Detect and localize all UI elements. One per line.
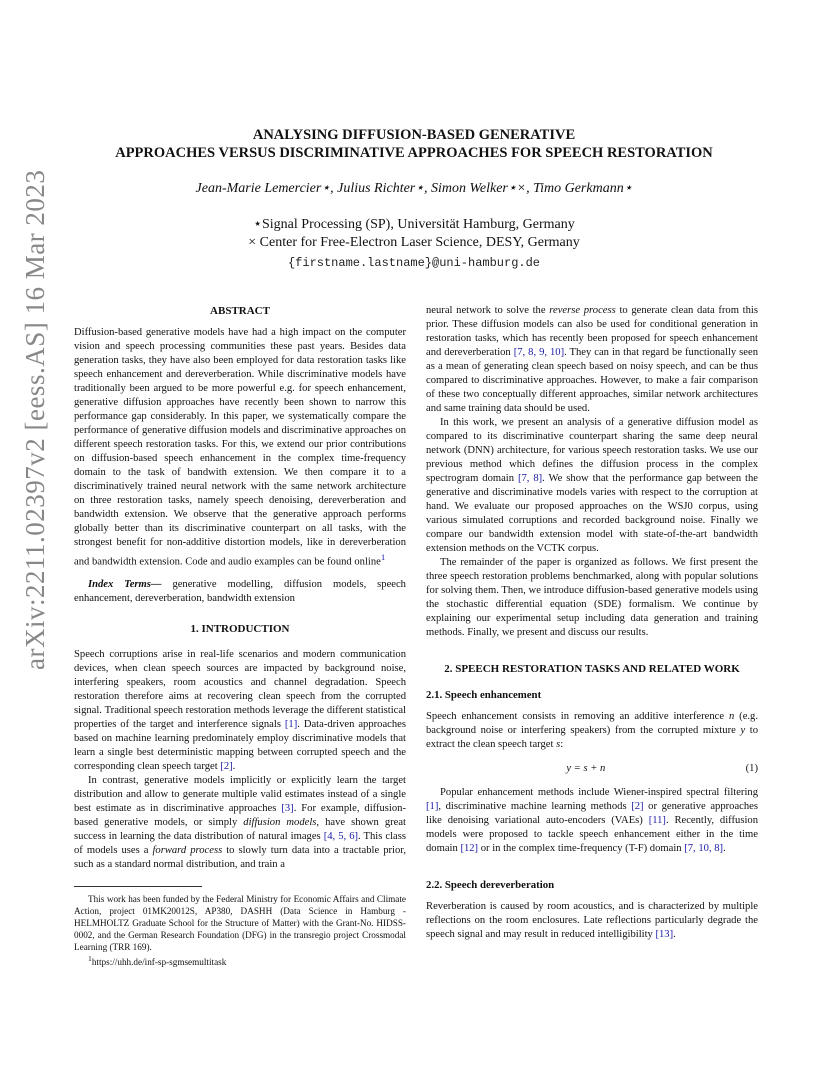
section-2-heading: 2. SPEECH RESTORATION TASKS AND RELATED WORK bbox=[444, 663, 740, 675]
author-list: Jean-Marie Lemercier⋆, Julius Richter⋆, Simon Welker⋆×, Timo Gerkmann⋆ bbox=[195, 181, 633, 196]
funding-footnote: This work has been funded by the Federal Ministry for Economic Affairs and Climate Action, project 01MK20012S, AP380, DASHH (Data Science in Hamburg - HELMHOLTZ Graduate School for the Structure of Matter) with the Grant-No. HIDSS-0002, and the German Research Foundation (DFG) in the transregio project Crossmodal Learning (TRR 169). bbox=[74, 893, 406, 952]
equation-1-body: y = s + n bbox=[566, 763, 606, 774]
dereverberation-paragraph: Reverberation is caused by room acoustics, and is characterized by multiple reflections on the room enclosures. Late reflections particularly degrade the speech signal and may result in reduced intelligibility [13]. bbox=[426, 901, 758, 940]
introduction-heading: 1. INTRODUCTION bbox=[190, 622, 290, 635]
equation-1 bbox=[426, 762, 758, 776]
affiliations bbox=[60, 216, 768, 252]
intro-paragraph-2: In contrast, generative models implicitly or explicitly learn the target distribution and allow to generate multiple valid estimates instead of a single best estimate as in discriminative approaches [3]. For example, diffusion-based generative models, or simply diffusion models, have shown great success in learning the data distribution of natural images [4, 5, 6]. This class of models uses a forward process to slowly turn data into a tractable prior, such as a standard normal distribution, and train a bbox=[74, 774, 407, 870]
affiliation-1: ⋆Signal Processing (SP), Universität Hamburg, Germany bbox=[253, 217, 575, 232]
right-column bbox=[426, 304, 758, 942]
footnote-link-1[interactable]: 1 bbox=[380, 552, 386, 562]
right-paragraph-1: neural network to solve the reverse process to generate clean data from this prior. These diffusion models can also be used for conditional generation in restoration tasks, which has recently been proposed for speech enhancement and dereverberation [7, 8, 9, 10]. They can in that regard be functionally seen as a mean of generating clean speech based on noisy speech, and can be thus compared to discriminative approaches. However, to make a fair comparison of these two conceptually different approaches, similar network architectures and same training data should be used. bbox=[426, 305, 758, 414]
citation-link[interactable]: [13] bbox=[655, 929, 674, 940]
abstract-heading: ABSTRACT bbox=[210, 305, 270, 317]
author-email: {firstname.lastname}@uni-hamburg.de bbox=[287, 256, 541, 270]
citation-link[interactable]: [1] bbox=[284, 718, 298, 730]
citation-link[interactable]: [7, 8, 9, 10] bbox=[513, 347, 565, 358]
citation-link[interactable]: [7, 8] bbox=[517, 473, 543, 484]
citation-link[interactable]: [11] bbox=[648, 815, 666, 826]
footnote-divider bbox=[74, 886, 202, 887]
arxiv-identifier: arXiv:2211.02397v2 [eess.AS] 16 Mar 2023 bbox=[20, 169, 50, 670]
title-line-1: ANALYSING DIFFUSION-BASED GENERATIVE bbox=[252, 127, 576, 143]
citation-link[interactable]: [4, 5, 6] bbox=[323, 830, 359, 842]
speech-enhancement-paragraph: Speech enhancement consists in removing an additive interference n (e.g. background noise or interfering speakers) from the corrupted mixture y to extract the clean speech target s: bbox=[426, 711, 758, 750]
citation-link[interactable]: [12] bbox=[460, 843, 479, 854]
footnote-url-link[interactable]: https://uhh.de/inf-sp-sgmsemultitask bbox=[91, 956, 227, 967]
footnote-1: $^1$https://uhh.de/inf-sp-sgmsemultitask bbox=[88, 953, 227, 967]
equation-1-number: (1) bbox=[745, 763, 758, 774]
citation-link[interactable]: [3] bbox=[281, 802, 294, 814]
citation-link[interactable]: [2] bbox=[220, 760, 233, 772]
left-column bbox=[74, 304, 406, 968]
paper-title bbox=[60, 126, 768, 162]
right-paragraph-2: In this work, we present an analysis of a generative diffusion model as compared to its discriminative counterpart sharing the same deep neural network (DNN) architecture, for various speech restoration tasks. We use our previous method which defines the diffusion process in the complex spectrogram domain [7, 8]. We show that the performance gap between the generative and discriminative models varies with respect to the corruption at hand. We evaluate our proposed approaches on the WSJ0 corpus, using various simulated corruptions and recorded background noise. Finally we compare our bandwidth extension model with state-of-the-art bandwidth extension methods on the VCTK corpus. bbox=[426, 417, 758, 554]
intro-paragraph-1: Speech corruptions arise in real-life scenarios and modern communication devices, when clean speech sources are impacted by background noise, interfering speakers, room acoustics and channel degradation. Speech restoration therefore aims at recovering clean speech from the corrupted signal. Traditional speech restoration methods leverage the different statistical properties of the target and interference signals [1]. Data-driven approaches based on machine learning predominately employ discriminative models that learn a single best deterministic mapping between corrupted speech and the corresponding clean speech target [2]. bbox=[74, 648, 407, 772]
abstract-text: Diffusion-based generative models have had a high impact on the computer vision and speech processing communities these past years. Besides data generation tasks, they have also been employed for data restoration tasks like speech enhancement and dereverberation. While discriminative models have traditionally been argued to be more powerful e.g. for speech enhancement, generative diffusion approaches have recently been shown to narrow this performance gap considerably. In this paper, we systematically compare the performance of generative diffusion models and discriminative approaches on different speech restoration tasks. For this, we extend our prior contributions on diffusion-based speech enhancement in the complex time-frequency domain to the task of bandwith extension. We then compare it to a discriminatively trained neural network with the same network architecture on three restoration tasks, namely speech denoising, dereverberation and bandwidth extension. We observe that the generative approach performs globally better than its discriminative counterpart on all tasks, with the strongest benefit for non-additive distortion models, like in dereverberation and bandwidth extension. Code and audio examples can be found online$^1$ bbox=[74, 327, 406, 568]
index-terms: Index Terms— generative modelling, diffusion models, speech enhancement, dereverberation, bandwidth extension bbox=[74, 578, 406, 604]
citation-link[interactable]: [1] bbox=[426, 801, 439, 812]
affiliation-2: × Center for Free-Electron Laser Science, DESY, Germany bbox=[248, 235, 580, 250]
title-line-2: APPROACHES VERSUS DISCRIMINATIVE APPROACHES FOR SPEECH RESTORATION bbox=[115, 145, 713, 161]
subsection-2-2-heading: 2.2. Speech dereverberation bbox=[426, 879, 555, 891]
citation-link[interactable]: [2] bbox=[631, 801, 644, 812]
enhancement-methods-paragraph: Popular enhancement methods include Wiener-inspired spectral filtering [1], discriminative machine learning methods [2] or generative approaches like denoising variational auto-encoders (VAEs) [11]. Recently, diffusion models were proposed to tackle speech enhancement either in the time domain [12] or in the complex time-frequency (T-F) domain [7, 10, 8]. bbox=[426, 787, 758, 854]
citation-link[interactable]: [7, 10, 8] bbox=[684, 843, 724, 854]
right-paragraph-3: The remainder of the paper is organized as follows. We first present the three speech restoration problems benchmarked, along with popular solutions for solving them. Then, we introduce diffusion-based generative models using the stochastic differential equation (SDE) formalism. We continue by explaining our experimental setup including data generation and training methods. Finally, we present and discuss our results. bbox=[426, 557, 758, 638]
subsection-2-1-heading: 2.1. Speech enhancement bbox=[426, 689, 542, 701]
